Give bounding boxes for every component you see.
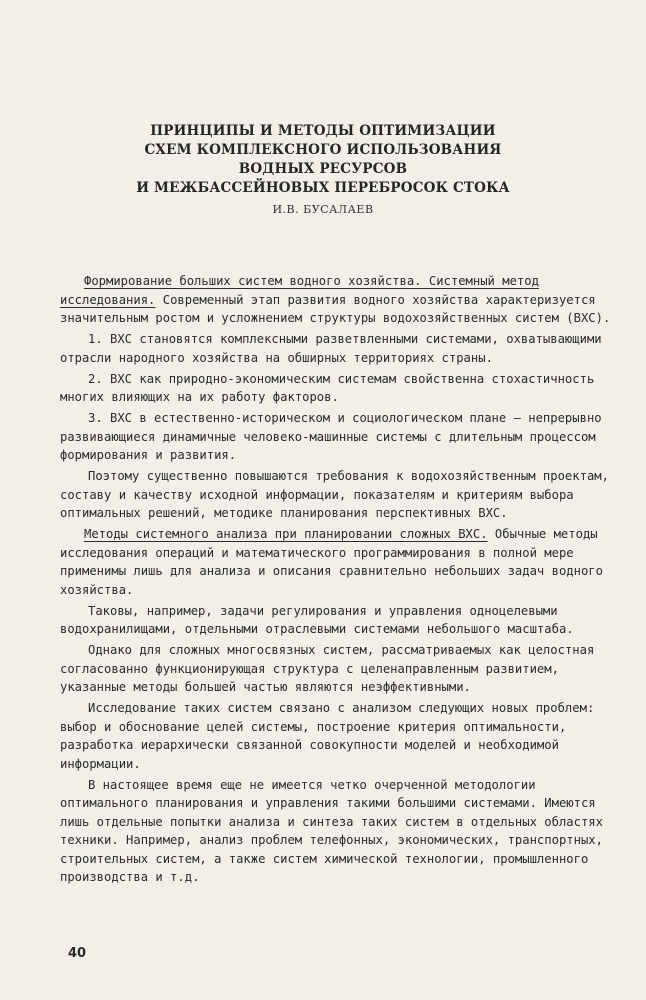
title-line-1: ПРИНЦИПЫ И МЕТОДЫ ОПТИМИЗАЦИИ xyxy=(150,123,496,139)
paragraph-6 xyxy=(60,525,620,599)
title-line-3: ВОДНЫХ РЕСУРСОВ xyxy=(238,161,408,177)
title-line-2: СХЕМ КОМПЛЕКСНОГО ИСПОЛЬЗОВАНИЯ xyxy=(144,142,502,158)
paragraph-2: 1. ВХС становятся комплексными разветвленными системами, охватывающими отрасли народного хозяйства на обширных территориях страны. xyxy=(60,332,602,365)
article-body xyxy=(60,272,620,889)
page-number: 40 xyxy=(68,946,87,961)
section-heading-formation: Формирование больших систем водного хозяйства. Системный метод исследования. xyxy=(60,274,539,307)
paragraph-1 xyxy=(60,272,620,328)
paragraph-3: 2. ВХС как природно-экономическим системам свойственна стохастичность многих влияющих на их работу факторов. xyxy=(60,371,595,404)
article-title xyxy=(0,122,646,198)
section-heading-methods: Методы системного анализа при планировании сложных ВХС. xyxy=(84,527,488,541)
paragraph-10: В настоящее время еще не имеется четко очерченной методологии оптимального планирования и управления такими большими системами. Имеются лишь отдельные попытки анализа и синтеза таких систем в отдельных областях техники. Например, анализ проблем телефонных, экономических, транспортных, строительных систем, а также систем химической технологии, промышленного производства и т.д. xyxy=(60,777,603,884)
title-line-4: И МЕЖБАССЕЙНОВЫХ ПЕРЕБРОСОК СТОКА xyxy=(136,180,510,196)
paragraph-1-text: Современный этап развития водного хозяйства характеризуется значительным ростом и усложнением структуры водохозяйственных систем (ВХС). xyxy=(60,292,611,325)
author-name: И.В. БУСАЛАЕВ xyxy=(272,203,374,216)
paragraph-6-text: Обычные методы исследования операций и математического программирования в полной мере применимы лишь для анализа и описания сравнительно небольших задач водного хозяйства. xyxy=(60,527,603,597)
paragraph-8: Однако для сложных многосвязных систем, рассматриваемых как целостная согласованно функционирующая структура с целенаправленным развитием, указанные методы большей частью являются неэффективными. xyxy=(60,643,595,694)
paragraph-5: Поэтому существенно повышаются требования к водохозяйственным проектам, составу и качеству исходной информации, показателям и критериям выбора оптимальных решений, методике планирования перспективных ВХС. xyxy=(60,469,609,520)
paragraph-9: Исследование таких систем связано с анализом следующих новых проблем: выбор и обоснование целей системы, построение критерия оптимальности, разработка иерархически связанной совокупности моделей и необходимой информации. xyxy=(60,701,595,771)
paragraph-7: Таковы, например, задачи регулирования и управления одноцелевыми водохранилищами, отдельными отраслевыми системами небольшого масштаба. xyxy=(60,603,574,636)
paragraph-4: 3. ВХС в естественно-историческом и социологическом плане – непрерывно развивающиеся динамичные человеко-машинные системы с длительным процессом формирования и развития. xyxy=(60,411,602,462)
